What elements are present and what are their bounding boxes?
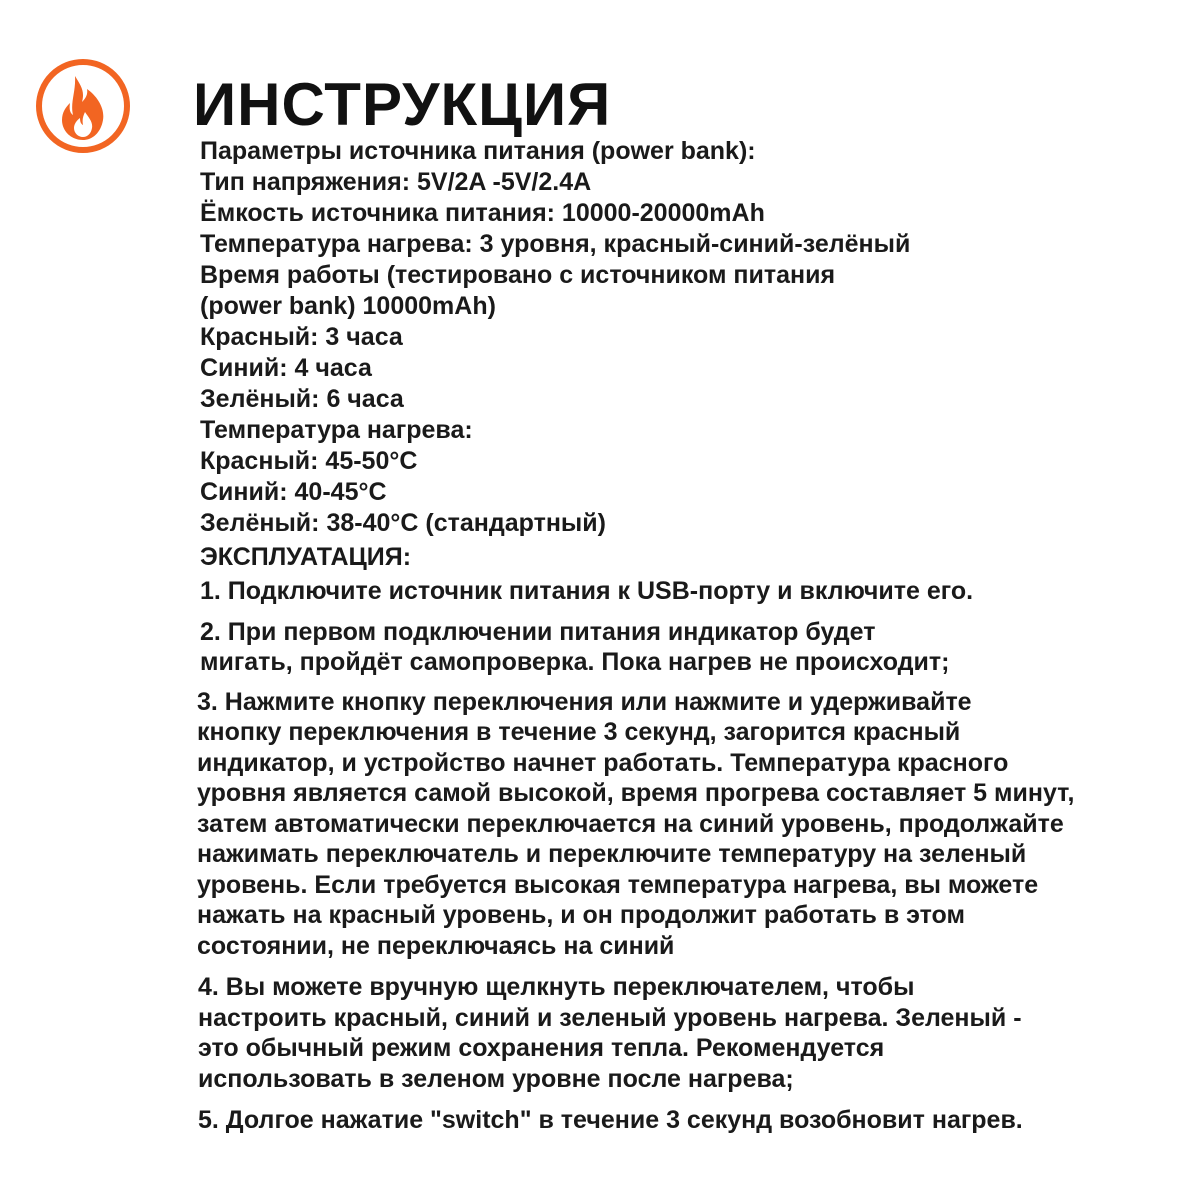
text-line: (power bank) 10000mAh) (200, 292, 496, 320)
text-line: Зелёный: 6 часа (200, 385, 404, 413)
page-title: ИНСТРУКЦИЯ (193, 71, 612, 138)
text-line: Синий: 4 часа (200, 354, 372, 382)
step-3 (197, 687, 1177, 962)
text-line: Ёмкость источника питания: 10000-20000mAh (200, 199, 765, 227)
step-line: нажимать переключатель и переключите температуру на зеленый (197, 840, 1027, 868)
step-4 (198, 972, 1178, 1094)
logo (35, 58, 131, 154)
text-line: Красный: 3 часа (200, 323, 403, 351)
step-line: 1. Подключите источник питания к USB-порту и включите его. (200, 577, 974, 605)
step-1 (200, 576, 1180, 607)
step-line: это обычный режим сохранения тепла. Рекомендуется (198, 1034, 885, 1062)
text-line: Тип напряжения: 5V/2A -5V/2.4A (200, 168, 592, 196)
text-line: Температура нагрева: 3 уровня, красный-синий-зелёный (200, 230, 911, 258)
text-line: Время работы (тестировано с источником питания (200, 261, 836, 289)
step-line: использовать в зеленом уровне после нагрева; (198, 1064, 794, 1093)
step-line: 4. Вы можете вручную щелкнуть переключателем, чтобы (198, 973, 915, 1001)
flame-icon (35, 58, 131, 154)
step-line: мигать, пройдёт самопроверка. Пока нагрев не происходит; (200, 648, 950, 676)
step-line: кнопку переключения в течение 3 секунд, загорится красный (197, 718, 961, 746)
power-bank-parameters (200, 136, 1180, 539)
section-heading: ЭКСПЛУАТАЦИЯ: (200, 543, 412, 571)
step-line: 5. Долгое нажатие "switch" в течение 3 секунд возобновит нагрев. (198, 1106, 1023, 1134)
text-line: Красный: 45-50°C (200, 447, 418, 475)
step-line: затем автоматически переключается на синий уровень, продолжайте (197, 809, 1064, 838)
text-line: Синий: 40-45°C (200, 478, 387, 506)
text-line: Температура нагрева: (200, 416, 473, 444)
step-line: настроить красный, синий и зеленый уровень нагрева. Зеленый - (198, 1003, 1022, 1032)
step-line: нажать на красный уровень, и он продолжит работать в этом (197, 901, 965, 929)
text-line: Зелёный: 38-40°C (стандартный) (200, 509, 606, 537)
step-line: 3. Нажмите кнопку переключения или нажмите и удерживайте (197, 687, 972, 716)
step-2 (200, 617, 1180, 678)
step-5 (198, 1105, 1178, 1136)
text-line: Параметры источника питания (power bank): (200, 137, 756, 165)
instruction-body (197, 136, 1180, 1136)
step-line: 2. При первом подключении питания индикатор будет (200, 617, 876, 646)
step-line: индикатор, и устройство начнет работать. Температура красного (197, 748, 1009, 777)
step-line: уровень. Если требуется высокая температура нагрева, вы можете (197, 870, 1039, 899)
step-line: уровня является самой высокой, время прогрева составляет 5 минут, (197, 779, 1075, 807)
step-line: состоянии, не переключаясь на синий (197, 931, 675, 960)
